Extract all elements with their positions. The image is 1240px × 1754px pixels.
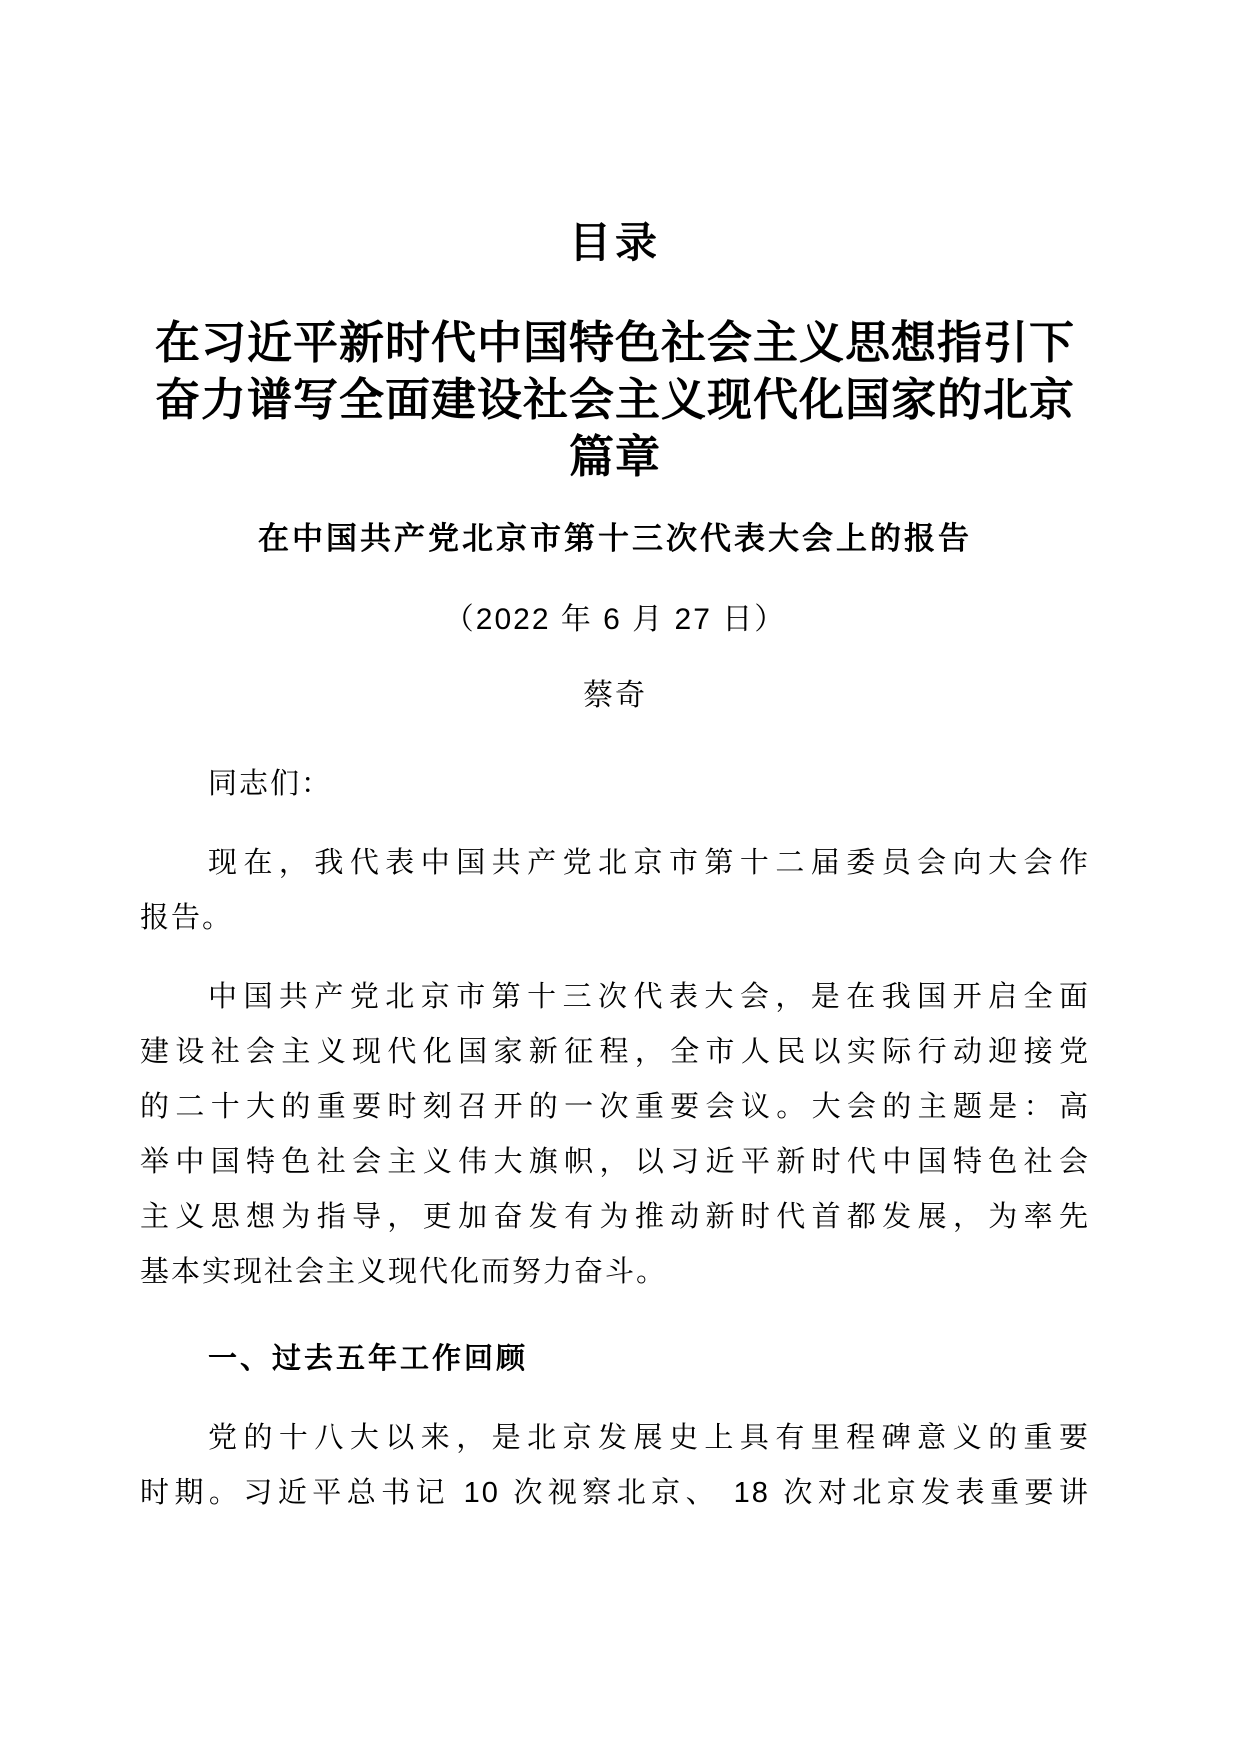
salutation-paragraph xyxy=(140,757,1090,812)
body-line: 基本实现社会主义现代化而努力奋斗。 xyxy=(140,1256,668,1288)
section-heading-paragraph xyxy=(140,1332,1090,1387)
report-body xyxy=(140,757,1090,1521)
report-title-line: 奋力谱写全面建设社会主义现代化国家的北京 xyxy=(154,374,1075,425)
body-line: 现在，我代表中国共产党北京市第十二届委员会向大会作 xyxy=(208,847,1090,879)
paragraph xyxy=(140,970,1090,1300)
salutation: 同志们： xyxy=(208,768,333,800)
report-title-line: 篇章 xyxy=(568,431,661,482)
body-line: 中国共产党北京市第十三次代表大会，是在我国开启全面 xyxy=(208,981,1090,1013)
body-line: 报告。 xyxy=(140,902,234,934)
toc-heading: 目录 xyxy=(568,219,661,266)
body-line: 建设社会主义现代化国家新征程，全市人民以实际行动迎接党 xyxy=(140,1036,1090,1068)
report-date: （2022 年 6 月 27 日） xyxy=(443,603,787,636)
report-title xyxy=(140,314,1090,485)
paragraph xyxy=(140,1411,1090,1521)
body-line: 举中国特色社会主义伟大旗帜，以习近平新时代中国特色社会 xyxy=(140,1146,1090,1178)
report-author: 蔡奇 xyxy=(583,679,647,712)
paragraph xyxy=(140,836,1090,946)
body-line: 时期。习近平总书记 10 次视察北京、 18 次对北京发表重要讲 xyxy=(140,1477,1090,1509)
body-line: 主义思想为指导，更加奋发有为推动新时代首都发展，为率先 xyxy=(140,1201,1090,1233)
section-heading: 一、过去五年工作回顾 xyxy=(208,1343,529,1375)
report-title-line: 在习近平新时代中国特色社会主义思想指引下 xyxy=(154,317,1075,368)
report-subtitle: 在中国共产党北京市第十三次代表大会上的报告 xyxy=(258,521,972,556)
body-line: 的二十大的重要时刻召开的一次重要会议。大会的主题是：高 xyxy=(140,1091,1090,1123)
body-line: 党的十八大以来，是北京发展史上具有里程碑意义的重要 xyxy=(208,1422,1090,1454)
